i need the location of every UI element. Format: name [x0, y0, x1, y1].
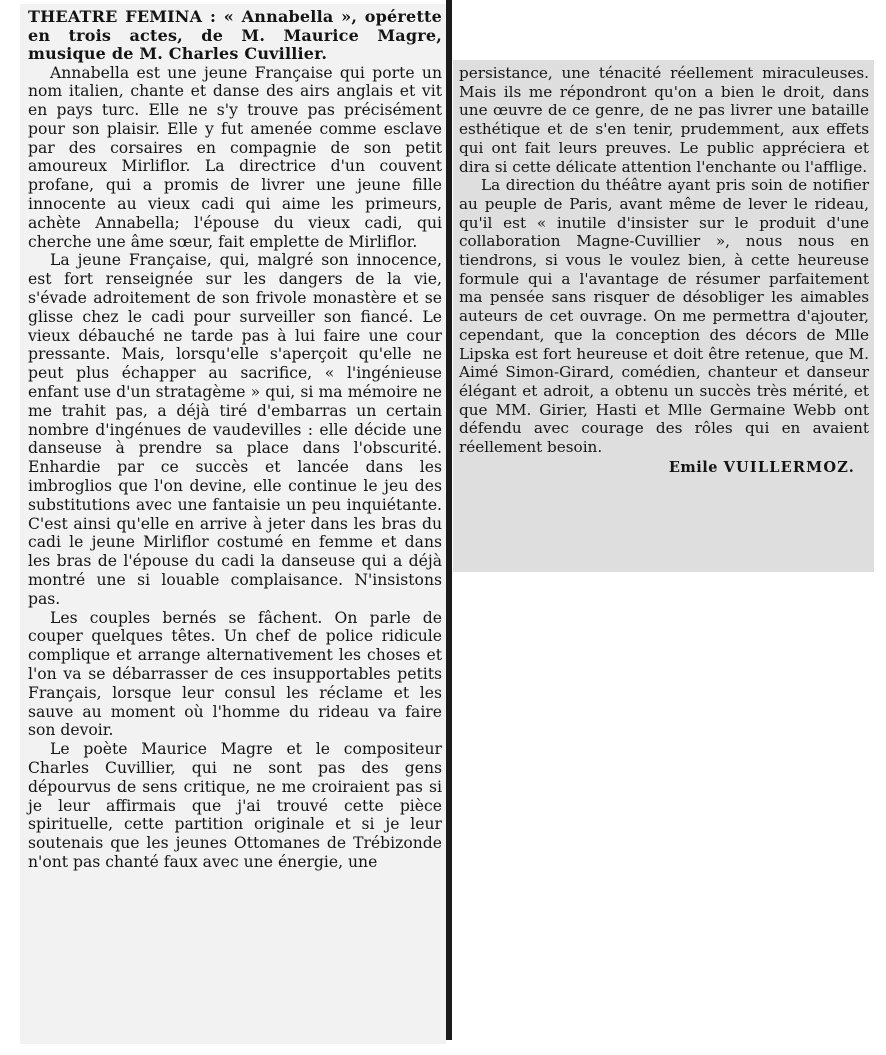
paragraph-3: Les couples bernés se fâchent. On parle de couper quelques têtes. Un chef de police ridicule complique et arrange alternativement les choses et l'on va se débarrasser de ces insupportables petits Français, lorsque leur consul les réclame et les sauve au moment où l'homme du rideau va faire son devoir. — [28, 608, 442, 740]
right-column-text — [459, 64, 869, 476]
signature-last-name: VUILLERMOZ. — [723, 458, 855, 476]
paragraph-5-continuation: persistance, une ténacité réellement miraculeuses. Mais ils me répondront qu'on a bien le droit, dans une œuvre de ce genre, de ne pas livrer une bataille esthétique et de s'en tenir, prudemment, aux effets qui ont fait leurs preuves. Le public appréciera et dira si cette délicate attention l'enchante ou l'afflige. — [459, 64, 869, 176]
signature-first-name: Emile — [668, 458, 718, 476]
paragraph-4: Le poète Maurice Magre et le compositeur Charles Cuvillier, qui ne sont pas des gens dépourvus de sens critique, ne me croiraient pas si je leur affirmais que j'ai trouvé cette pièce spirituelle, cette partition originale et si je leur soutenais que les jeunes Ottomanes de Trébizonde n'ont pas chanté faux avec une énergie, une — [28, 740, 442, 871]
left-column-text — [28, 8, 442, 872]
right-column — [453, 60, 874, 572]
paragraph-2: La jeune Française, qui, malgré son innocence, est fort renseignée sur les dangers de la vie, s'évade adroitement de son frivole monastère et se glisse chez le cadi pour surveiller son fiancé. Le vieux débauché ne tarde pas à lui faire une cour pressante. Mais, lorsqu'elle s'aperçoit qu'elle ne peut plus échapper au sacrifice, « l'ingénieuse enfant use d'un stratagème » qui, si ma mémoire ne me trahit pas, a déjà tiré d'embarras un certain nombre d'ingénues de vaudevilles : elle décide une danseuse à prendre sa place dans l'obscurité. Enhardie par ce succès et lancée dans les imbroglios que l'on devine, elle continue le jeu des substitutions avec une fantaisie un peu inquiétante. C'est ainsi qu'elle en arrive à jeter dans les bras du cadi le jeune Mirliflor costumé en femme et dans les bras de l'épouse du cadi la danseuse qui a déjà montré une si louable complaisance. N'insistons pas. — [28, 251, 442, 608]
author-signature — [459, 459, 869, 476]
left-column — [20, 4, 446, 1044]
paragraph-6: La direction du théâtre ayant pris soin de notifier au peuple de Paris, avant même de lever le rideau, qu'il est « inutile d'insister sur le produit d'une collaboration Magne-Cuvillier », nous nous en tiendrons, si vous le voulez bien, à cette heureuse formule qui a l'avantage de résumer parfaitement ma pensée sans risquer de désobliger les aimables auteurs de cet ouvrage. On me permettra d'ajouter, cependant, que la conception des décors de Mlle Lipska est fort heureuse et doit être retenue, que M. Aimé Simon-Girard, comédien, chanteur et danseur élégant et adroit, a obtenu un succès très mérité, et que MM. Girier, Hasti et Mlle Germaine Webb ont défendu avec courage des rôles qui en avaient réellement besoin. — [459, 176, 869, 457]
article-headline: THEATRE FEMINA : « Annabella », opérette en trois actes, de M. Maurice Magre, musique de M. Charles Cuvillier. — [28, 7, 442, 63]
column-divider — [446, 0, 452, 1040]
paragraph-1: Annabella est une jeune Française qui porte un nom italien, chante et danse des airs anglais et vit en pays turc. Elle ne s'y trouve pas précisément pour son plaisir. Elle y fut amenée comme esclave par des corsaires en compagnie de son petit amoureux Mirliflor. La directrice d'un couvent profane, qui a promis de livrer une jeune fille innocente au vieux cadi qui aime les primeurs, achète Annabella; l'épouse du vieux cadi, qui cherche une âme sœur, fait emplette de Mirliflor. — [28, 63, 442, 251]
